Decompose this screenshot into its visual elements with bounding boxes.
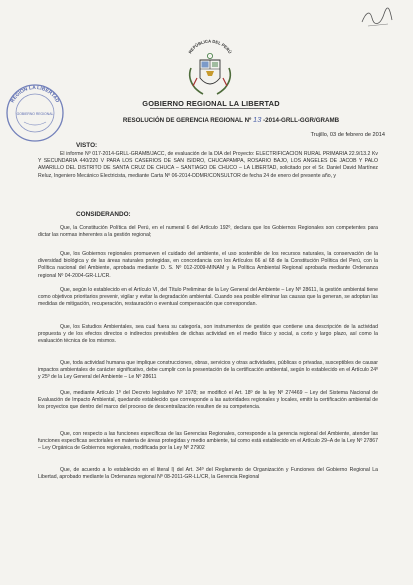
considerando-paragraph-1: Que, la Constitución Política del Perú, en el numeral 6 del Artículo 192º, declara que los Gobiernos Regionales son competentes para dictar las normas inherentes a la gestión regional; — [38, 225, 378, 239]
considerando-paragraph-7: Que, con respecto a las funciones específicas de las Gerencias Regionales, corresponde a la gerencia regional del Ambiente, atender las funciones específicas sectoriales en materia de áreas protegidas y medio ambiente, tal como está establecido en el Artículo 29–A de la Ley Nº 27867 – Ley Orgánica de Gobiernos regionales, modificada por la Ley Nº 27902 — [38, 431, 378, 452]
visto-paragraph: El informe Nº 017-2014-GRLL-GRAMB/JACC, de evaluación de la DIA del Proyecto: ELECTRIFICACION RURAL PRIMARIA 22.9/13.2 Kv Y SECUNDARIA 440/220 V PARA LOS CASERIOS DE SAN ISIDRO, CHUCAPAMPA, ROSARIO BAJO, LOS ANGELES DE JACOB Y PALO AMARILLO DEL DISTRITO DE SANTA CRUZ DE CHUCA – SANTIAGO DE CHUCO – LA LIBERTAD, solicitado por el Sr. Daniel David Martínez Reluz, Ingeniero Mecánico Electricista, mediante Carta Nº 06-2014-DDMR/CONSULTOR de fecha 24 de enero del presente año, y — [38, 151, 378, 179]
considerando-paragraph-5: Que, toda actividad humana que implique construcciones, obras, servicios y otras actividades, públicas o privadas, susceptibles de causar impactos ambientales de carácter significativo, debe cumplir con la presentación de la certificación ambiental, según lo establecido en el Artículo 24º y 25º de la Ley General del Ambiente – Le Nº 28611 — [38, 360, 378, 381]
resolution-number: 13 — [253, 115, 262, 124]
considerando-paragraph-3: Que, según lo establecido en el Artículo VI, del Título Preliminar de la Ley General del Ambiente – Ley Nº 28611, la gestión ambiental tiene como objetivos prioritarios prevenir, vigilar y evitar la degradación ambiental. Cuando sea posible eliminar las causas que la generan, se adoptan las medidas de mitigación, recuperación, restauración o eventual compensación que correspondan. — [38, 287, 378, 308]
resolution-prefix: RESOLUCIÓN DE GERENCIA REGIONAL Nº — [122, 117, 252, 124]
resolution-suffix: -2014-GRLL-GGR/GRAMB — [263, 117, 340, 124]
visto-label: VISTO: — [76, 142, 98, 149]
resolution-heading — [96, 115, 366, 124]
title-underline — [150, 108, 270, 109]
svg-text:REPÚBLICA DEL PERÚ: REPÚBLICA DEL PERÚ — [187, 38, 233, 55]
document-date: Trujillo, 03 de febrero de 2014 — [310, 132, 385, 138]
considerando-paragraph-8: Que, de acuerdo a lo establecido en el literal l) del Art. 34º del Reglamento de Organización y Funciones del Gobierno Regional La Libertad, aprobado mediante la Ordenanza regional Nº 08-2011-GR-LL/CR, la Gerencia Regional — [38, 467, 378, 481]
signature-mark — [358, 6, 396, 30]
republic-emblem-icon — [183, 38, 237, 96]
regional-seal-stamp — [4, 82, 66, 144]
considerando-label: CONSIDERANDO: — [76, 211, 131, 218]
institution-title: GOBIERNO REGIONAL LA LIBERTAD — [142, 99, 280, 108]
svg-text:GOBIERNO REGIONAL: GOBIERNO REGIONAL — [16, 112, 54, 116]
considerando-paragraph-4: Que, los Estudios Ambientales, sea cual fuera su categoría, son instrumentos de gestión que contiene una descripción de la actividad propuesta y de los efectos directos o indirectos previsibles de dichas actividad en el medio físico y social, a corto y largo plazo, así como la evaluación técnica de los mismos. — [38, 324, 378, 345]
considerando-paragraph-6: Que, mediante Artículo 1º del Decreto legislativo Nº 1078; se modificó el Art. 18º de la ley Nº 274469 – Ley del Sistema Nacional de Evaluación de Impacto Ambiental, quedando establecido que corresponde a las autoridades regionales y locales, emitir la certificación ambiental de los proyectos que dentro del marco del proceso de descentralización resulten de su competencia. — [38, 390, 378, 411]
svg-text:REGION LA LIBERTAD: REGION LA LIBERTAD — [9, 84, 61, 104]
considerando-paragraph-2: Que, los Gobiernos regionales promueven el cuidado del ambiente, el uso sostenible de los recursos naturales, la conservación de la diversidad biológica y de las áreas naturales protegidas, en concordancia con los Artículos 66 al 68 de la Constitución Política del Perú, con la Política nacional del Ambiente, aprobada mediante D. S. Nº 012-2009-MINAM y la Política Ambiental Regional aprobada mediante Ordenanza regional Nº 04-2004-GR-LL/CR. — [38, 251, 378, 279]
